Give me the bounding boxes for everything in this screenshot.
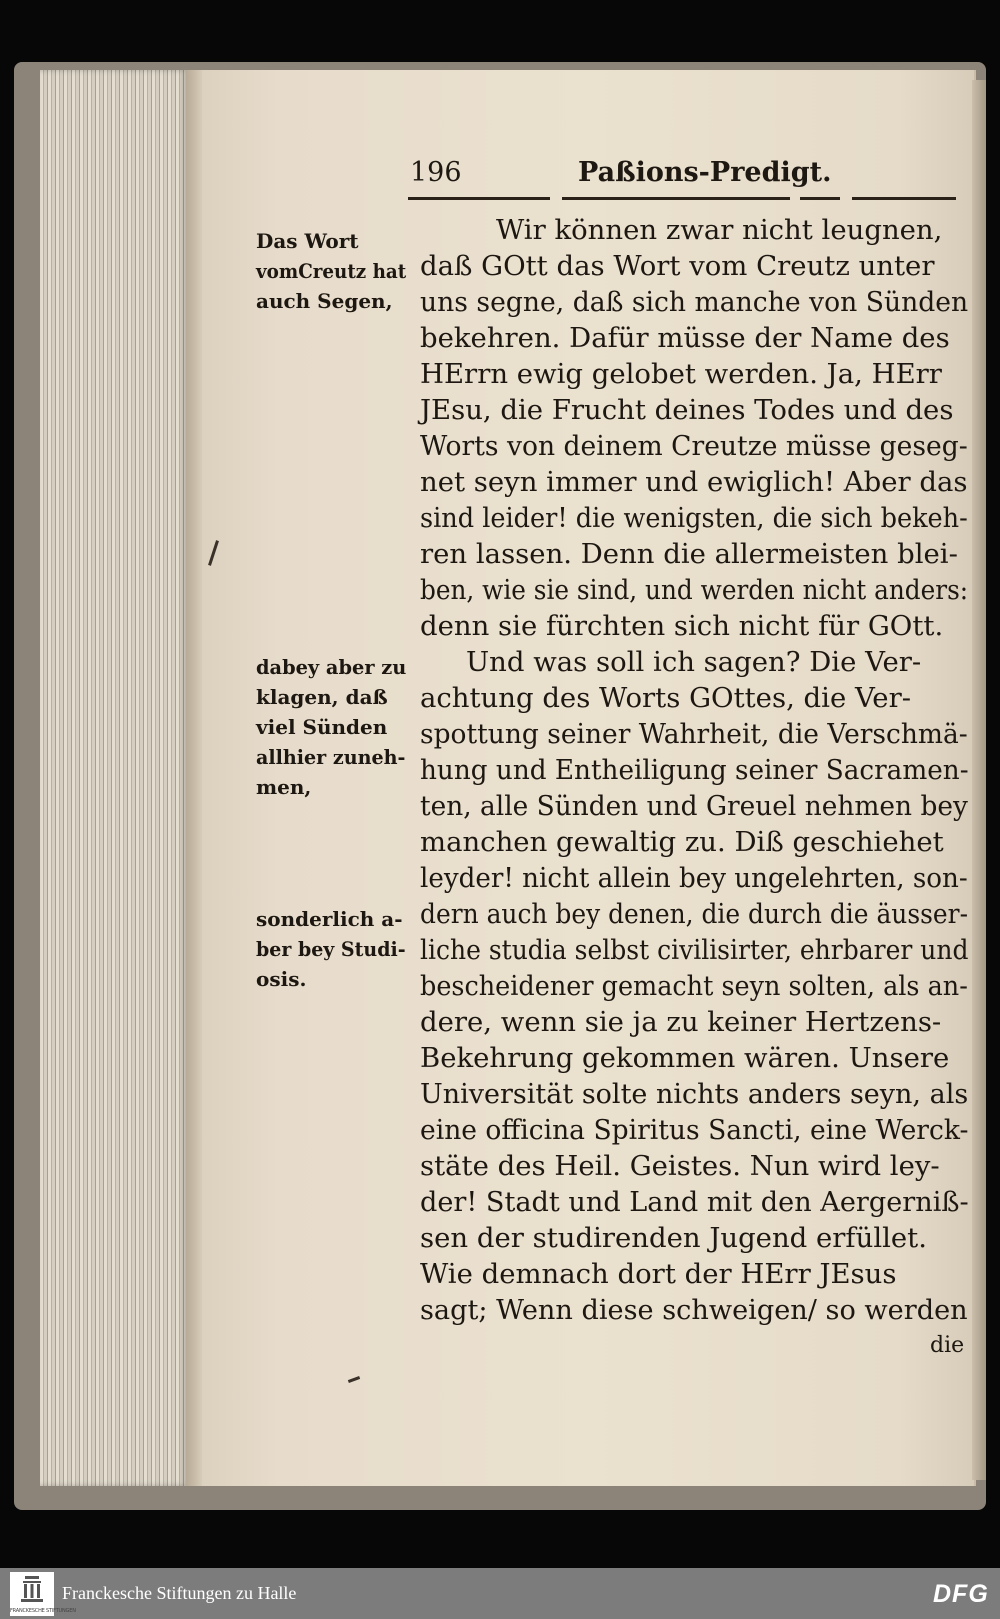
body-line: sind leider! die wenigsten, die sich bekeh- [420,502,968,534]
header-rule [408,197,550,200]
body-line: daß GOtt das Wort vom Creutz unter [420,250,935,282]
page-number: 196 [410,157,462,188]
body-line: ben, wie sie sind, und werden nicht anders: [420,574,969,606]
body-line: denn sie fürchten sich nicht für GOtt. [420,610,944,642]
margin-note-line: sonderlich a- [256,907,403,931]
body-line: JEsu, die Frucht deines Todes und des [420,394,954,426]
body-line: sen der studirenden Jugend erfüllet. [420,1222,927,1254]
margin-note-line: auch Segen, [256,289,393,313]
catchword: die [930,1333,965,1358]
foundation-logo [10,1572,76,1616]
body-line: dere, wenn sie ja zu keiner Hertzens- [420,1006,942,1038]
body-line: der! Stadt und Land mit den Aergerniß- [420,1186,969,1218]
margin-note-line: Das Wort [256,229,359,253]
body-line: hung und Entheiligung seiner Sacramen- [420,754,969,786]
margin-note-line: ber bey Studi- [256,937,406,961]
footer-bar [0,1568,1000,1619]
body-line: bescheidener gemacht seyn solten, als an- [420,970,968,1002]
header-rule [800,197,840,200]
dfg-logo: DFG [933,1580,989,1608]
margin-note-line: klagen, daß [256,685,388,709]
body-line: Worts von deinem Creutze müsse geseg- [420,430,968,462]
margin-note-line: osis. [256,967,307,991]
running-title: Paßions-Predigt. [578,157,832,188]
body-line: uns segne, daß sich manche von Sünden [420,286,969,318]
margin-note-line: men, [256,775,312,799]
body-line: Universität solte nichts anders seyn, als [420,1078,969,1110]
body-line: net seyn immer und ewiglich! Aber das [420,466,968,498]
logo-caption: FRANCKESCHE STIFTUNGEN [10,1608,76,1614]
body-line: ren lassen. Denn die allermeisten blei- [420,538,958,570]
body-line: leyder! nicht allein bey ungelehrten, son- [420,862,968,894]
body-line: sagt; Wenn diese schweigen/ so werden [420,1294,968,1326]
institution-name: Franckesche Stiftungen zu Halle [62,1583,297,1603]
body-line: Und was soll ich sagen? Die Ver- [466,646,922,678]
body-line: dern auch bey denen, die durch die äusser- [420,898,968,930]
margin-note-line: viel Sünden [256,715,388,739]
body-line: liche studia selbst civilisirter, ehrbarer und [420,934,969,966]
body-line: stäte des Heil. Geistes. Nun wird ley- [420,1150,940,1182]
margin-note-line: vomCreutz hat [256,259,407,283]
page-right-edge [972,80,986,1480]
body-line: manchen gewaltig zu. Diß geschiehet [420,826,944,858]
body-line: bekehren. Dafür müsse der Name des [420,322,950,354]
page-stack-edge [40,70,188,1486]
margin-note-line: allhier zuneh- [256,745,406,769]
body-line: HErrn ewig gelobet werden. Ja, HErr [420,358,942,390]
body-line: Bekehrung gekommen wären. Unsere [420,1042,950,1074]
foundation-logo-icon [16,1574,48,1604]
body-line: eine officina Spiritus Sancti, eine Werck- [420,1114,969,1146]
header-rule [852,197,956,200]
margin-note-line: dabey aber zu [256,655,407,679]
body-line: Wie demnach dort der HErr JEsus [420,1258,897,1290]
body-line: spottung seiner Wahrheit, die Verschmä- [420,718,968,750]
body-line: ten, alle Sünden und Greuel nehmen bey [420,790,968,822]
body-line: Wir können zwar nicht leugnen, [496,214,943,246]
body-line: achtung des Worts GOttes, die Ver- [420,682,912,714]
header-rule [562,197,790,200]
